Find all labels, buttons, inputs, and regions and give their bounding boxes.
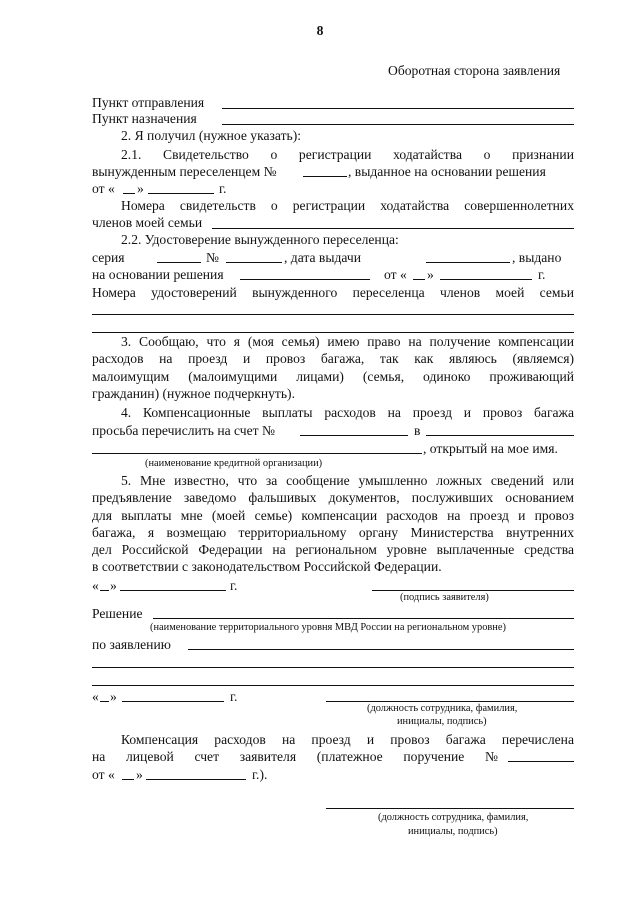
family-certificates-line-2: членов моей семьи	[92, 215, 203, 230]
bank-caption: (наименование кредитной организации)	[145, 458, 323, 469]
applicant-signature-field[interactable]	[372, 590, 574, 591]
departure-label: Пункт отправления	[92, 95, 205, 110]
decision-field[interactable]	[153, 618, 574, 619]
issue-date-label: , дата выдачи	[284, 250, 362, 265]
final-staff-signature-field[interactable]	[326, 808, 574, 809]
decision-date-open: «	[92, 689, 99, 704]
section-3-line-3: малоимущим (малоимущими лицами) (семья, одиноко проживающий	[92, 369, 574, 384]
decision-caption: (наименование территориального уровня МВД России на региональном уровне)	[150, 622, 506, 633]
section-4-line-1: 4. Компенсационные выплаты расходов на проезд и провоз багажа	[121, 405, 574, 420]
section-2-heading: 2. Я получил (нужное указать):	[121, 128, 302, 143]
final-staff-caption-line-2: инициалы, подпись)	[408, 826, 498, 837]
section-2-1-line-1: 2.1. Свидетельство о регистрации ходатайства о признании	[121, 147, 574, 162]
compensation-date-close: »	[136, 767, 143, 782]
application-date-close: »	[110, 578, 117, 593]
section-5-line-4: багажа, я возмещаю территориальному органу Министерства внутренних	[92, 525, 574, 540]
section-2-1-line-2a: вынужденным переселенцем №	[92, 164, 277, 179]
by-application-field-1[interactable]	[188, 649, 574, 650]
basis-month-field[interactable]	[440, 279, 532, 280]
applicant-signature-caption: (подпись заявителя)	[400, 592, 489, 603]
application-day-field[interactable]	[100, 590, 109, 591]
certificate-day-line[interactable]	[123, 193, 135, 194]
compensation-year-suffix: г.).	[252, 767, 268, 782]
basis-day-field[interactable]	[413, 279, 425, 280]
page-number: 8	[316, 23, 324, 38]
decision-date-close: »	[110, 689, 117, 704]
section-5-line-6: в соответствии с законодательством Российской Федерации.	[92, 559, 442, 574]
section-5-line-3: для выплаты мне (моей семье) компенсации расходов на проезд и провоз	[92, 508, 574, 523]
family-ids-label: Номера удостоверений вынужденного переселенца членов моей семьи	[92, 285, 574, 300]
section-3-line-4: гражданин) (нужное подчеркнуть).	[92, 386, 295, 401]
compensation-day-field[interactable]	[122, 779, 134, 780]
destination-label: Пункт назначения	[92, 111, 197, 126]
bank-field-1[interactable]	[426, 435, 574, 436]
section-2-1-line-2b: , выданное на основании решения	[348, 164, 546, 179]
destination-line[interactable]	[222, 124, 574, 125]
bank-field-2[interactable]	[92, 453, 422, 454]
decision-day-field[interactable]	[100, 701, 109, 702]
decision-year-suffix: г.	[230, 689, 238, 704]
basis-date-open: от «	[384, 267, 407, 282]
section-4-own-name: , открытый на мое имя.	[423, 441, 558, 456]
issue-date-field[interactable]	[426, 262, 510, 263]
final-staff-caption-line-1: (должность сотрудника, фамилия,	[378, 812, 529, 823]
certificate-month-line[interactable]	[148, 193, 214, 194]
section-3-line-2: расходов на проезд и провоз багажа, так как являюсь (являемся)	[92, 351, 574, 366]
application-date-open: «	[92, 578, 99, 593]
issued-label: , выдано	[512, 250, 562, 265]
staff-caption-line-2: инициалы, подпись)	[397, 716, 487, 727]
basis-year-suffix: г.	[538, 267, 546, 282]
section-4-in-label: в	[414, 423, 421, 438]
staff-signature-field[interactable]	[326, 701, 574, 702]
compensation-month-field[interactable]	[146, 779, 246, 780]
section-5-line-5: дел Российской Федерации на региональном уровне выплаченные средства	[92, 542, 574, 557]
basis-field[interactable]	[240, 279, 370, 280]
section-2-1-date-close: »	[137, 181, 144, 196]
decision-month-field[interactable]	[122, 701, 224, 702]
series-field[interactable]	[157, 262, 201, 263]
section-5-line-1: 5. Мне известно, что за сообщение умышленно ложных сведений или	[121, 473, 574, 488]
compensation-date-open: от «	[92, 767, 115, 782]
section-4-account-label: просьба перечислить на счет №	[92, 423, 275, 438]
departure-line[interactable]	[222, 108, 574, 109]
by-application-label: по заявлению	[92, 637, 171, 652]
application-month-field[interactable]	[120, 590, 226, 591]
id-number-field[interactable]	[226, 262, 282, 263]
basis-date-close: »	[427, 267, 434, 282]
section-2-1-year-suffix: г.	[219, 181, 227, 196]
section-3-line-1: 3. Сообщаю, что я (моя семья) имею право на получение компенсации	[121, 334, 574, 349]
by-application-field-2[interactable]	[92, 667, 574, 668]
certificate-number-line[interactable]	[303, 176, 347, 177]
basis-label: на основании решения	[92, 267, 224, 282]
section-5-line-2: предъявление заведомо фальшивых документов, послуживших основанием	[92, 490, 574, 505]
family-ids-field-2[interactable]	[92, 332, 574, 333]
payment-order-number-field[interactable]	[508, 761, 574, 762]
family-ids-field-1[interactable]	[92, 314, 574, 315]
page-header: Оборотная сторона заявления	[388, 63, 561, 78]
account-number-field[interactable]	[300, 435, 408, 436]
family-certificates-field[interactable]	[212, 228, 574, 229]
number-label: №	[206, 250, 219, 265]
family-certificates-line-1: Номера свидетельств о регистрации ходатайства совершеннолетних	[121, 198, 574, 213]
series-label: серия	[92, 250, 125, 265]
compensation-line-1: Компенсация расходов на проезд и провоз багажа перечислена	[121, 732, 574, 747]
decision-label: Решение	[92, 606, 143, 621]
by-application-field-3[interactable]	[92, 685, 574, 686]
compensation-line-2: на лицевой счет заявителя (платежное поручение №	[92, 749, 498, 764]
section-2-1-date-open: от «	[92, 181, 115, 196]
section-2-2-heading: 2.2. Удостоверение вынужденного переселенца:	[121, 232, 399, 247]
application-year-suffix: г.	[230, 578, 238, 593]
staff-caption-line-1: (должность сотрудника, фамилия,	[367, 703, 518, 714]
